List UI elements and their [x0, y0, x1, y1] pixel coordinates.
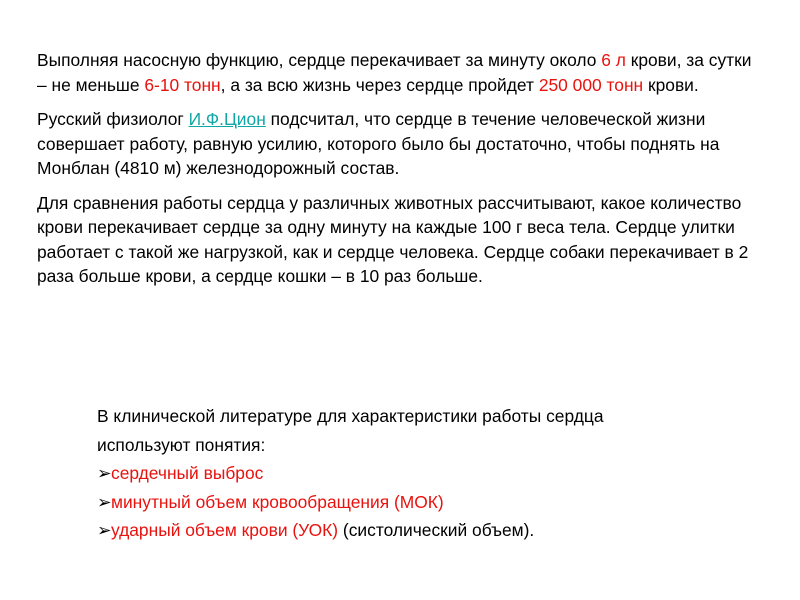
pumping-text-4: крови.: [643, 74, 699, 95]
pumping-paragraph: [37, 48, 757, 97]
comparison-paragraph: Для сравнения работы сердца у различных животных рассчитывают, какое количество крови перекачивает сердце за одну минуту на каждые 100 г веса тела. Сердце улитки работает с такой же нагрузкой, как и сердце человека. Сердце собаки перекачивает в 2 раза больше крови, а сердце кошки – в 10 раз больше.: [37, 192, 749, 286]
clinical-item-3-rest: (систолический объем).: [338, 520, 535, 540]
per-day-volume: 6-10 тонн: [144, 74, 221, 95]
pumping-text-3: , а за всю жизнь через сердце пройдет: [220, 74, 539, 95]
pumping-text-2: крови, за сутки – не меньше: [37, 50, 752, 95]
minute-volume-term: минутный объем кровообращения (МОК): [111, 491, 444, 512]
clinical-intro-line-2: используют понятия:: [97, 434, 266, 455]
clinical-intro-line-1: В клинической литературе для характеристики работы сердца: [97, 406, 604, 426]
cion-link[interactable]: И.Ф.Цион: [188, 109, 266, 129]
cion-paragraph: [37, 107, 757, 181]
clinical-item-2: [97, 488, 757, 517]
cion-text-2: подсчитал, что сердце в течение человеческой жизни совершает работу, равную усилию, которого было бы достаточно, чтобы поднять на Монблан (4810 м) железнодорожный состав.: [37, 109, 720, 178]
arrow-bullet-icon: ➢: [97, 520, 112, 540]
arrow-bullet-icon: ➢: [97, 463, 112, 483]
cardiac-output-term: сердечный выброс: [111, 463, 264, 483]
per-minute-volume: 6 л: [601, 50, 626, 70]
lifetime-volume: 250 000 тонн: [538, 74, 644, 95]
cion-text-1: Русский физиолог: [37, 109, 189, 129]
pumping-text-1: Выполняя насосную функцию, сердце перекачивает за минуту около: [37, 50, 602, 70]
clinical-item-1: [97, 459, 757, 488]
clinical-item-3: [97, 516, 757, 545]
upper-text-block: [37, 48, 757, 299]
arrow-bullet-icon: ➢: [97, 491, 112, 512]
stroke-volume-term: ударный объем крови (УОК): [111, 520, 339, 540]
clinical-block: [97, 402, 757, 545]
